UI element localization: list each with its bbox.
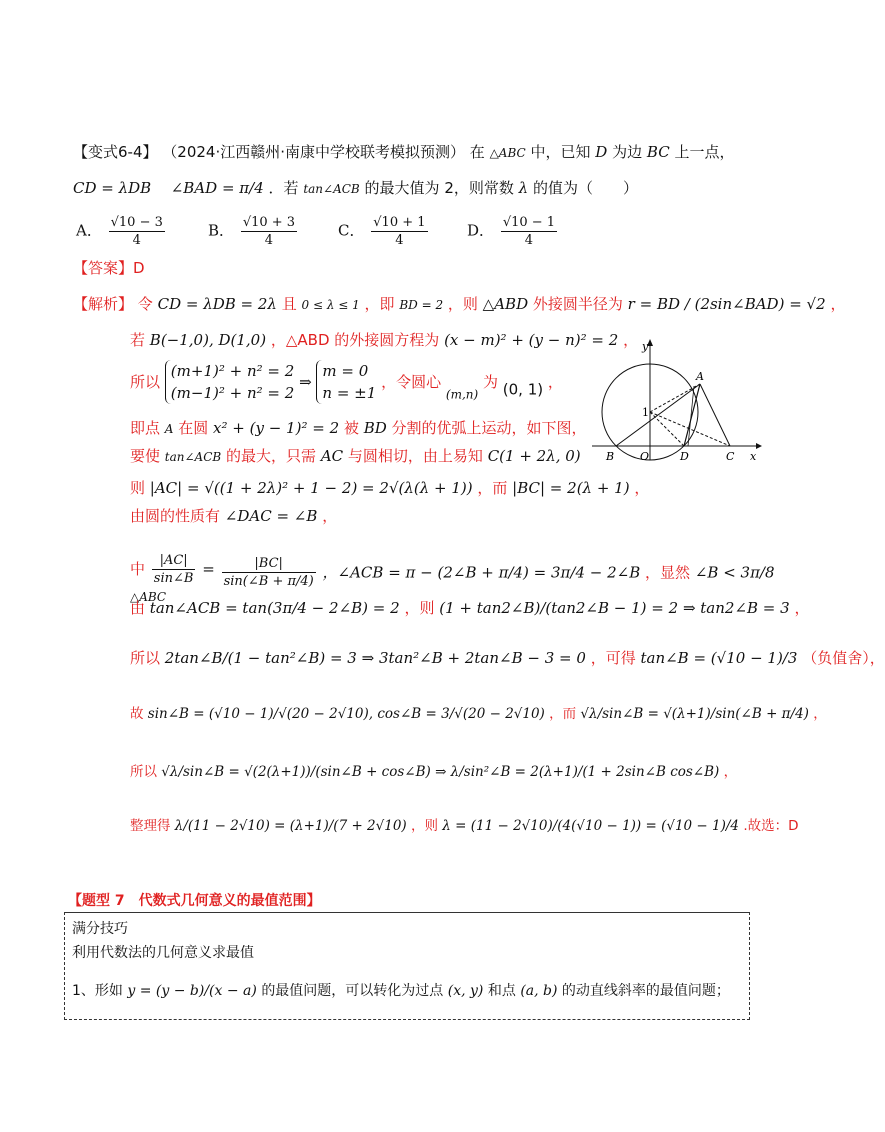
math: C(1 + 2λ, 0) [487,447,581,465]
math: x² + (y − 1)² = 2 [213,419,340,437]
option-den: 4 [524,233,534,248]
stem-text: 在 [469,143,485,161]
problem-tag: 【变式6-4】 [73,143,158,161]
problem-line-1 [73,142,734,163]
label-one: 1 [642,406,649,419]
option-label: B． [208,221,235,240]
option-a[interactable] [76,214,167,249]
option-num: √10 + 1 [373,215,426,230]
text: ，△ABD 的外接圆方程为 [270,331,440,349]
stem-text: 中，已知 [530,143,591,161]
analysis-line-13 [130,816,799,836]
math: BD [363,419,387,437]
math: |BC| [222,555,316,573]
math: sin∠B = (√10 − 1)/√(20 − 2√10), cos∠B = 3/√(20 − 2√10) [147,706,545,722]
math: AC [320,447,344,465]
text: ， [634,479,650,497]
text: ，显然 [645,563,691,582]
math: B(−1,0), D(1,0) [149,331,267,349]
tips-box [64,912,750,1020]
analysis-line-6 [130,478,649,498]
text: ， [794,599,810,617]
math: tan∠ACB = tan(3π/4 − 2∠B) = 2 [149,599,400,617]
condition-cd: CD = λDB [73,179,152,197]
text: ，即 [364,295,395,313]
answer-line [73,258,145,278]
math: n = ±1 [322,384,377,402]
option-label: D． [467,221,495,240]
text: ，则 [447,295,478,313]
text: 整理得 [130,818,171,834]
analysis-line-7 [130,506,337,526]
text: 在圆 [178,419,209,437]
math: (0, 1) [502,380,544,399]
math: |AC| [152,552,196,570]
option-den: 4 [264,233,274,248]
side-bc: BC [646,143,670,161]
math: ∠B < 3π/8 [694,563,775,582]
math: |BC| = 2(λ + 1) [512,479,630,497]
math: (x, y) [447,983,484,999]
text: ，则 [404,599,435,617]
text: 中 [130,560,146,578]
text: 的动直线斜率的最值问题； [561,983,730,999]
text: .故选：D [743,818,799,834]
math: 0 ≤ λ ≤ 1 [301,298,360,312]
option-c[interactable] [338,214,430,249]
analysis-line-2 [130,330,638,350]
text: 分割的优弧上运动，如下图， [391,419,587,437]
math: tan∠B = (√10 − 1)/3 [640,649,798,667]
text: 与圆相切，由上易知 [347,447,483,465]
option-label: C． [338,221,365,240]
text: 由圆的性质有 [130,507,221,525]
text: ，令圆心 [381,373,442,391]
text: 外接圆半径为 [532,295,623,313]
section-title: 【题型 7 代数式几何意义的最值范围】 [68,893,321,909]
analysis-line-8 [130,538,775,607]
text: 为 [482,373,498,391]
text: ，可得 [590,649,636,667]
math: sin(∠B + π/4) [223,574,314,589]
label-o: O [640,450,650,463]
text: 令 [137,295,153,313]
stem-text: 为边 [612,143,643,161]
point-d: D [595,143,608,161]
option-label: A． [76,221,102,240]
stem-text: 的值为（ ） [532,179,638,197]
text: 所以 [130,649,161,667]
math: (m,n) [445,387,479,402]
option-den: 4 [395,233,404,248]
analysis-line-4 [130,418,587,439]
text: ， [723,764,738,780]
analysis-line-11 [130,704,827,724]
triangle-abc: △ABC [489,146,526,160]
label-y: y [642,340,649,353]
text: 要使 [130,447,161,465]
segment-ba [616,384,700,446]
text: ，而 [477,479,508,497]
text: 由 [130,599,146,617]
analysis-line-12 [130,762,737,782]
math: ，∠ACB = π − (2∠B + π/4) = 3π/4 − 2∠B [322,563,641,582]
math: (m−1)² + n² = 2 [170,384,295,402]
math: sin∠B [153,571,194,586]
option-b[interactable] [208,214,299,249]
text: 的最大，只需 [226,447,317,465]
analysis-line-9 [130,598,810,618]
text: （负值舍）， [802,649,885,667]
answer-value: D [133,259,145,277]
math: (m+1)² + n² = 2 [170,362,295,380]
text: ， [322,507,338,525]
text: 被 [343,419,359,437]
math: A [164,422,174,436]
analysis-label: 【解析】 [73,295,134,313]
text: ，而 [549,706,577,722]
radius-od [650,412,684,446]
label-d: D [680,450,689,463]
tips-title: 满分技巧 [72,921,128,937]
lambda-symbol: λ [518,179,529,197]
stem-text: ．若 [268,179,299,197]
stem-text: 上一点， [674,143,735,161]
option-den: 4 [132,233,141,248]
system-1 [165,360,294,404]
math: λ/(11 − 2√10) = (λ+1)/(7 + 2√10) [174,818,407,834]
text: ，则 [411,818,438,834]
text: 和点 [487,983,516,999]
zhong-wrap: 中 $\frac{|AC|}{\sin\angle B}$ = △ABC [130,538,215,607]
option-num: √10 − 1 [502,215,556,230]
option-num: √10 − 3 [110,215,163,230]
text: 即点 [130,419,161,437]
text: ， [547,373,563,391]
math: √λ/sin∠B = √(λ+1)/sin(∠B + π/4) [580,706,809,722]
text: 所以 [130,373,161,391]
text: ， [830,295,846,313]
text: 的最值问题，可以转化为过点 [261,983,444,999]
answer-label: 【答案】 [73,259,134,277]
condition-bad: ∠BAD = π/4 [170,179,264,197]
problem-source: （2024·江西赣州·南康中学校联考模拟预测） [162,143,465,161]
system-2 [316,360,376,404]
math: tan∠ACB [164,450,222,464]
math: (a, b) [520,983,558,999]
math: y = (y − b)/(x − a) [127,983,257,999]
option-num: √10 + 3 [242,215,296,230]
math: m = 0 [322,362,369,380]
label-x: x [750,450,757,463]
text: 所以 [130,764,157,780]
stem-text: 的最大值为 2，则常数 [364,179,514,197]
text: 1、形如 [72,983,123,999]
option-d[interactable] [467,214,559,249]
segment-ac [700,384,730,446]
math: CD = λDB = 2λ [157,295,277,313]
text: ， [813,706,827,722]
label-a: A [696,370,704,383]
x-axis-arrow [756,443,762,449]
math: ∠DAC = ∠B [224,507,318,525]
geometry-figure [592,336,768,466]
label-b: B [606,450,615,463]
text: 若 [130,331,146,349]
problem-line-2 [73,178,638,199]
math: r = BD / (2sin∠BAD) = √2 [627,295,826,313]
math: (1 + tan2∠B)/(tan2∠B − 1) = 2 ⇒ tan2∠B = 3 [439,599,790,617]
text: ， [623,331,639,349]
analysis-line-3: 所以 (m+1)² + n² = 2 (m−1)² + n² = 2 ⇒ m = 0 n = ±1 ，令圆心 $_{(m,n)}$ 为 (0, 1) ， [130,362,563,402]
label-c: C [726,450,735,463]
tips-box-top-border [64,912,750,913]
math: △ABC [130,590,167,604]
analysis-line-10 [130,648,885,668]
tips-line-2 [72,980,730,1000]
math: 2tan∠B/(1 − tan²∠B) = 3 ⇒ 3tan²∠B + 2tan∠B − 3 = 0 [164,649,586,667]
text: 故 [130,706,144,722]
math: BD = 2 [399,298,444,312]
math: |AC| = √((1 + 2λ)² + 1 − 2) = 2√(λ(λ + 1)) [149,479,473,497]
analysis-line-5 [130,446,581,467]
tan-acb: tan∠ACB [303,182,360,196]
math: √λ/sin∠B = √(2(λ+1))/(sin∠B + cos∠B) ⇒ λ/sin²∠B = 2(λ+1)/(1 + 2sin∠B cos∠B) [161,764,720,780]
tips-line-1: 利用代数法的几何意义求最值 [72,945,254,961]
math: △ABD [482,295,529,313]
text: 且 [281,295,297,313]
analysis-line-1 [73,294,845,315]
math: λ = (11 − 2√10)/(4(√10 − 1)) = (√10 − 1)/4 [442,818,740,834]
math: (x − m)² + (y − n)² = 2 [444,331,619,349]
text: 则 [130,479,146,497]
